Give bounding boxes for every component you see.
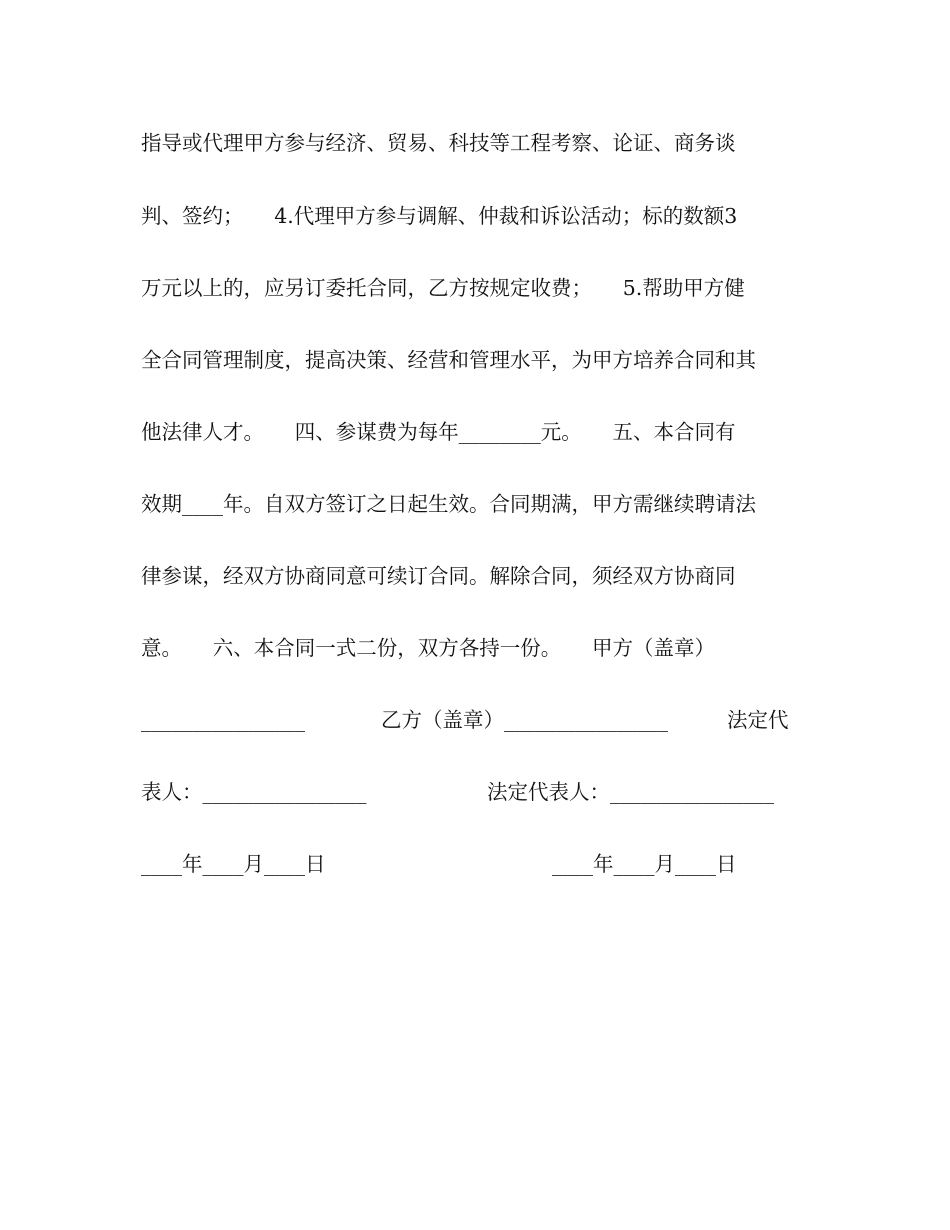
signature-line-dates <box>141 850 793 962</box>
text-line-7: 律参谋，经双方协商同意可续订合同。解除合同，须经双方协商同 <box>141 564 736 588</box>
text-line-2: 判、签约； 4.代理甲方参与调解、仲裁和诉讼活动；标的数额3 <box>141 204 738 228</box>
text-line-5: 他法律人才。 四、参谋费为每年________元。 五、本合同有 <box>141 420 736 444</box>
party-b-seal: 乙方（盖章）________________ <box>381 708 668 732</box>
text-line-8: 意。 六、本合同一式二份，双方各持一份。 甲方（盖章） <box>141 636 715 660</box>
text-line-6: 效期____年。自双方签订之日起生效。合同期满，甲方需继续聘请法 <box>141 492 756 516</box>
text-line-4: 全合同管理制度，提高决策、经营和管理水平，为甲方培养合同和其 <box>141 348 756 372</box>
legal-rep-label-start: 法定代 <box>727 708 789 732</box>
text-line-3: 万元以上的，应另订委托合同，乙方按规定收费； 5.帮助甲方健 <box>141 276 745 300</box>
party-a-date: ____年____月____日 <box>141 852 326 876</box>
party-b-legal-rep: 法定代表人：________________ <box>487 780 774 804</box>
party-b-date: ____年____月____日 <box>552 852 737 876</box>
party-a-seal-blank: ________________ <box>141 708 305 732</box>
text-line-1: 指导或代理甲方参与经济、贸易、科技等工程考察、论证、商务谈 <box>141 131 736 155</box>
party-a-legal-rep: 表人：________________ <box>141 780 367 804</box>
